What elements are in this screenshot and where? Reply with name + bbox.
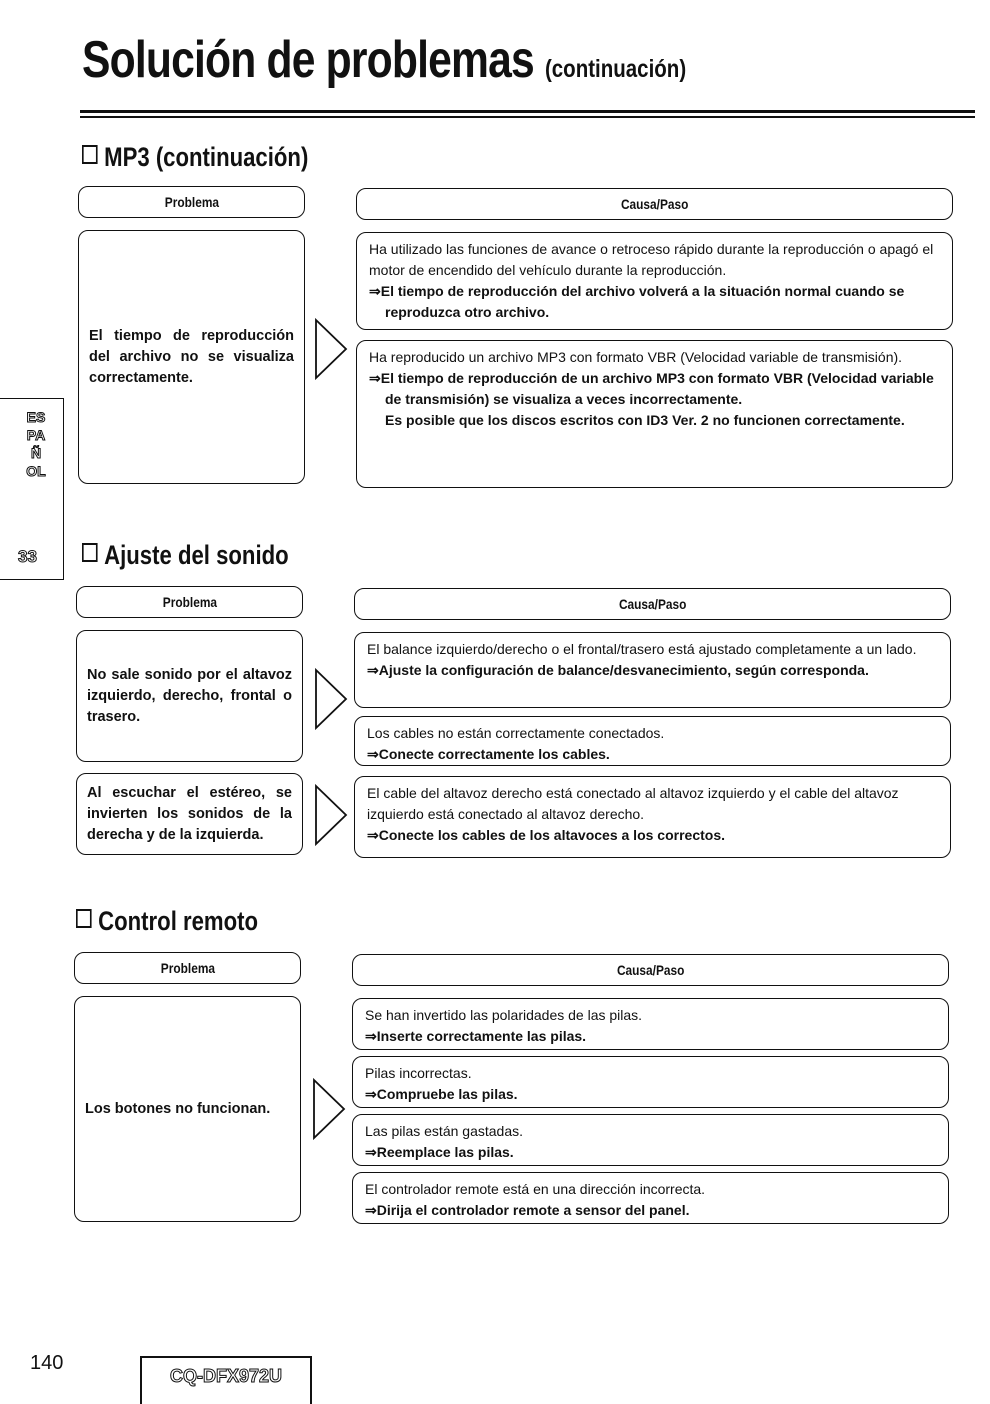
section-title-remote [76,906,258,937]
section-title-text: Ajuste del sonido [104,540,289,570]
cause-box [352,1114,949,1166]
problem-text: Al escuchar el estéreo, se invierten los sonidos de la derecha y de la izquierda. [87,784,292,843]
cause-text: Pilas incorrectas. [365,1065,472,1081]
title-rule-top [80,110,975,113]
step-text: ⇒Dirija el controlador remote a sensor del panel. [365,1202,690,1218]
model-number: CQ-DFX972U [169,1366,283,1386]
section-title-text: MP3 (continuación) [104,142,309,172]
cause-text: El balance izquierdo/derecho o el frontal/trasero está ajustado completamente a un lado. [367,641,917,657]
model-number-box [140,1356,312,1404]
column-header-cause [356,188,953,220]
cause-text: Los cables no están correctamente conectados. [367,725,665,741]
column-header-cause [354,588,951,620]
page-number: 140 [30,1352,64,1374]
cause-box [354,632,951,708]
language-letters: ESPAÑOL [26,409,46,479]
step-text: ⇒Inserte correctamente las pilas. [365,1028,587,1044]
arrow-right-icon [314,318,348,380]
header-label: Problema [160,960,215,976]
cause-text: El controlador remote está en una dirección incorrecta. [365,1181,706,1197]
problem-box [74,996,301,1222]
problem-text: No sale sonido por el altavoz izquierdo, derecho, frontal o trasero. [87,666,292,725]
title-rule-bottom [80,116,975,118]
page-title-main: Solución de problemas [82,31,534,89]
problem-box [76,630,303,762]
section-title-text: Control remoto [98,906,259,936]
header-label: Causa/Paso [616,962,685,978]
column-header-problem [78,186,305,218]
column-header-cause [352,954,949,986]
arrow-right-icon [312,1078,346,1140]
arrow-right-icon [314,668,348,730]
cause-box [352,1172,949,1224]
checkbox-square-icon [82,145,98,164]
column-header-problem [74,952,301,984]
step-text: ⇒El tiempo de reproducción de un archivo MP3 con formato VBR (Velocidad variable de transmisión) se visualiza a veces incorrectamente. [369,370,934,407]
cause-text: Las pilas están gastadas. [365,1123,523,1139]
note-text: Es posible que los discos escritos con ID3 Ver. 2 no funcionen correctamente. [385,412,905,428]
problem-text: El tiempo de reproducción del archivo no se visualiza correctamente. [89,327,294,386]
step-text: ⇒Reemplace las pilas. [365,1144,514,1160]
step-text: ⇒Compruebe las pilas. [365,1086,518,1102]
problem-text: Los botones no funcionan. [85,1100,271,1117]
language-label [26,408,46,480]
section-title-mp3 [82,142,308,173]
cause-box [356,340,953,488]
cause-box [354,776,951,858]
page-title-subtitle: (continuación) [544,55,687,83]
step-text: ⇒Conecte correctamente los cables. [367,746,610,762]
section-number: 33 [18,547,37,566]
cause-text: Ha reproducido un archivo MP3 con formato VBR (Velocidad variable de transmisión). [369,349,903,365]
cause-text: Ha utilizado las funciones de avance o retroceso rápido durante la reproducción o apagó el motor de encendido del vehículo durante la reproducción. [369,241,934,278]
step-text: ⇒Ajuste la configuración de balance/desvanecimiento, según corresponda. [367,662,869,678]
cause-box [352,1056,949,1108]
step-text: ⇒El tiempo de reproducción del archivo volverá a la situación normal cuando se reproduzca otro archivo. [369,283,905,320]
page-title [82,30,686,90]
problem-box [76,773,303,855]
header-label: Problema [164,194,219,210]
problem-box [78,230,305,484]
arrow-right-icon [314,784,348,846]
cause-box [356,232,953,330]
header-label: Causa/Paso [620,196,689,212]
cause-text: El cable del altavoz derecho está conectado al altavoz izquierdo y el cable del altavoz izquierdo está conectado al altavoz derecho. [367,785,899,822]
cause-box [354,716,951,766]
step-text: ⇒Conecte los cables de los altavoces a los correctos. [367,827,725,843]
checkbox-square-icon [82,543,98,562]
cause-text: Se han invertido las polaridades de las pilas. [365,1007,643,1023]
checkbox-square-icon [76,909,92,928]
section-title-sound [82,540,289,571]
cause-box [352,998,949,1050]
column-header-problem [76,586,303,618]
header-label: Causa/Paso [618,596,687,612]
header-label: Problema [162,594,217,610]
